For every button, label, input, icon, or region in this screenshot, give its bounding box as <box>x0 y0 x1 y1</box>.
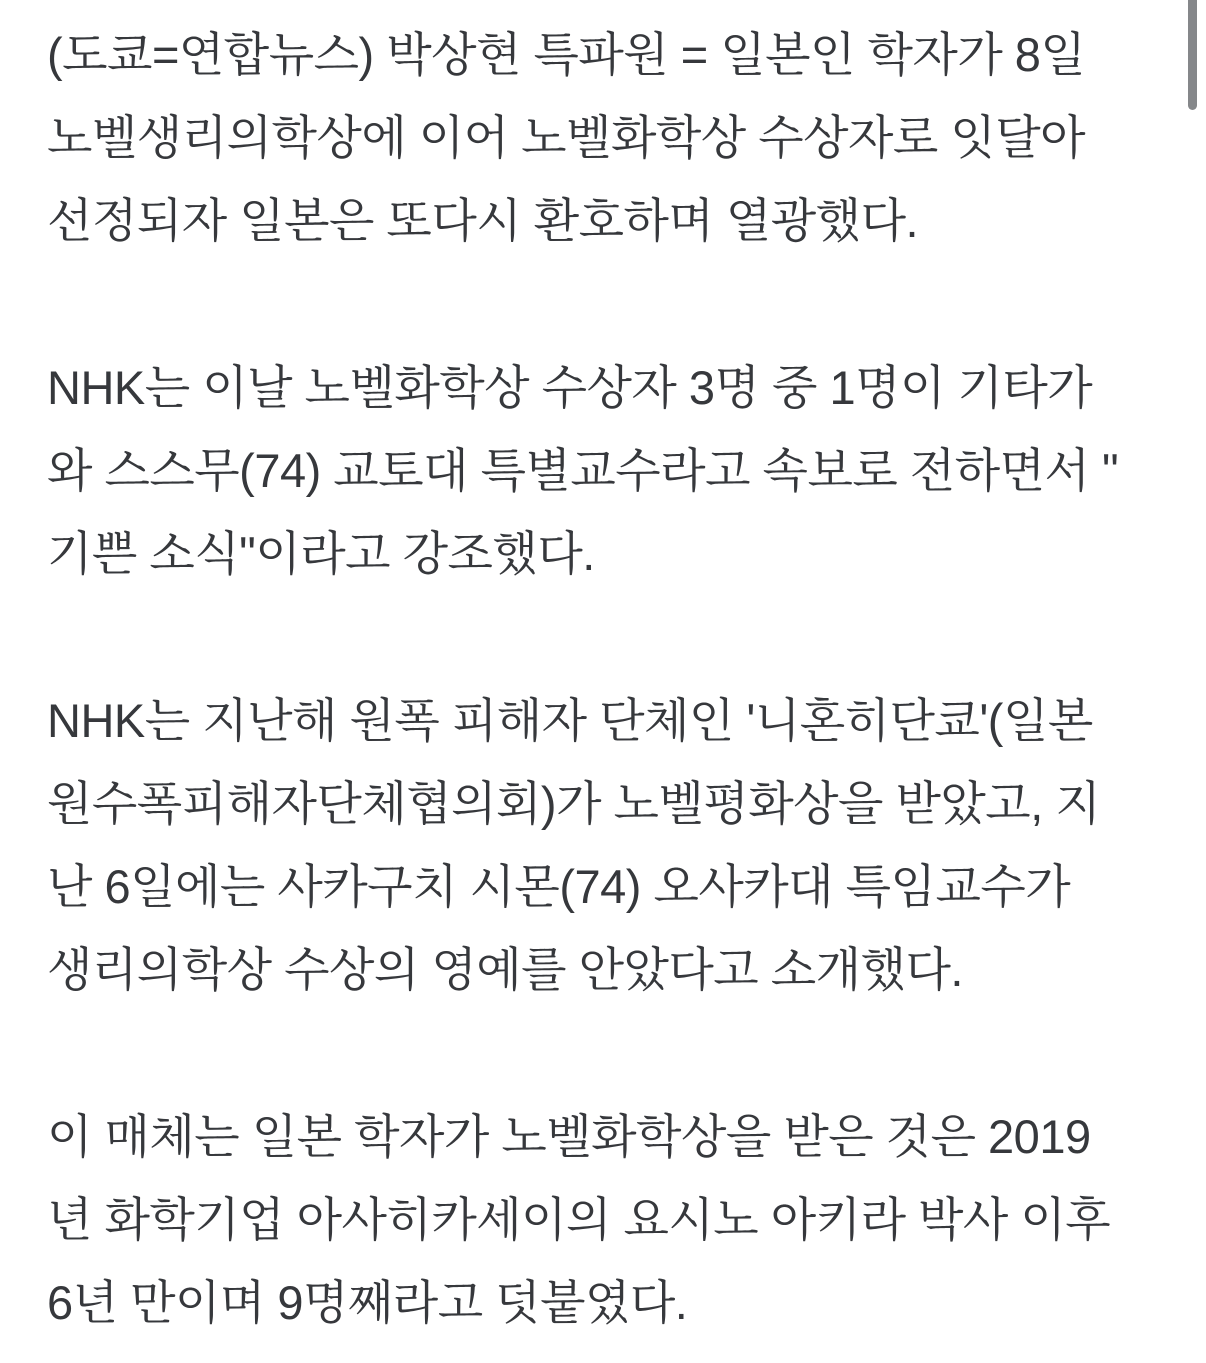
text-line: 기쁜 소식"이라고 강조했다. <box>47 527 595 580</box>
text-line: 선정되자 일본은 또다시 환호하며 열광했다. <box>47 194 919 247</box>
scrollbar-thumb[interactable] <box>1188 0 1197 110</box>
text-line: 난 6일에는 사카구치 시몬(74) 오사카대 특임교수가 <box>47 860 1071 913</box>
text-line: NHK는 지난해 원폭 피해자 단체인 '니혼히단쿄'(일본 <box>47 694 1093 747</box>
article-body <box>47 13 1158 1344</box>
text-line: (도쿄=연합뉴스) 박상현 특파원 = 일본인 학자가 8일 <box>47 28 1086 81</box>
text-line: 생리의학상 수상의 영예를 안았다고 소개했다. <box>47 943 963 996</box>
text-line: NHK는 이날 노벨화학상 수상자 3명 중 1명이 기타가 <box>47 361 1093 414</box>
text-line: 노벨생리의학상에 이어 노벨화학상 수상자로 잇달아 <box>47 111 1086 164</box>
article-paragraph <box>47 679 1158 1011</box>
text-line: 와 스스무(74) 교토대 특별교수라고 속보로 전하면서 " <box>47 444 1119 497</box>
text-line: 원수폭피해자단체협의회)가 노벨평화상을 받았고, 지 <box>47 777 1101 830</box>
text-line: 년 화학기업 아사히카세이의 요시노 아키라 박사 이후 <box>47 1193 1111 1246</box>
article-paragraph <box>47 13 1158 262</box>
text-line: 이 매체는 일본 학자가 노벨화학상을 받은 것은 2019 <box>47 1110 1091 1163</box>
article-paragraph <box>47 1095 1158 1344</box>
article-paragraph <box>47 346 1158 595</box>
text-line: 6년 만이며 9명째라고 덧붙였다. <box>47 1276 688 1329</box>
